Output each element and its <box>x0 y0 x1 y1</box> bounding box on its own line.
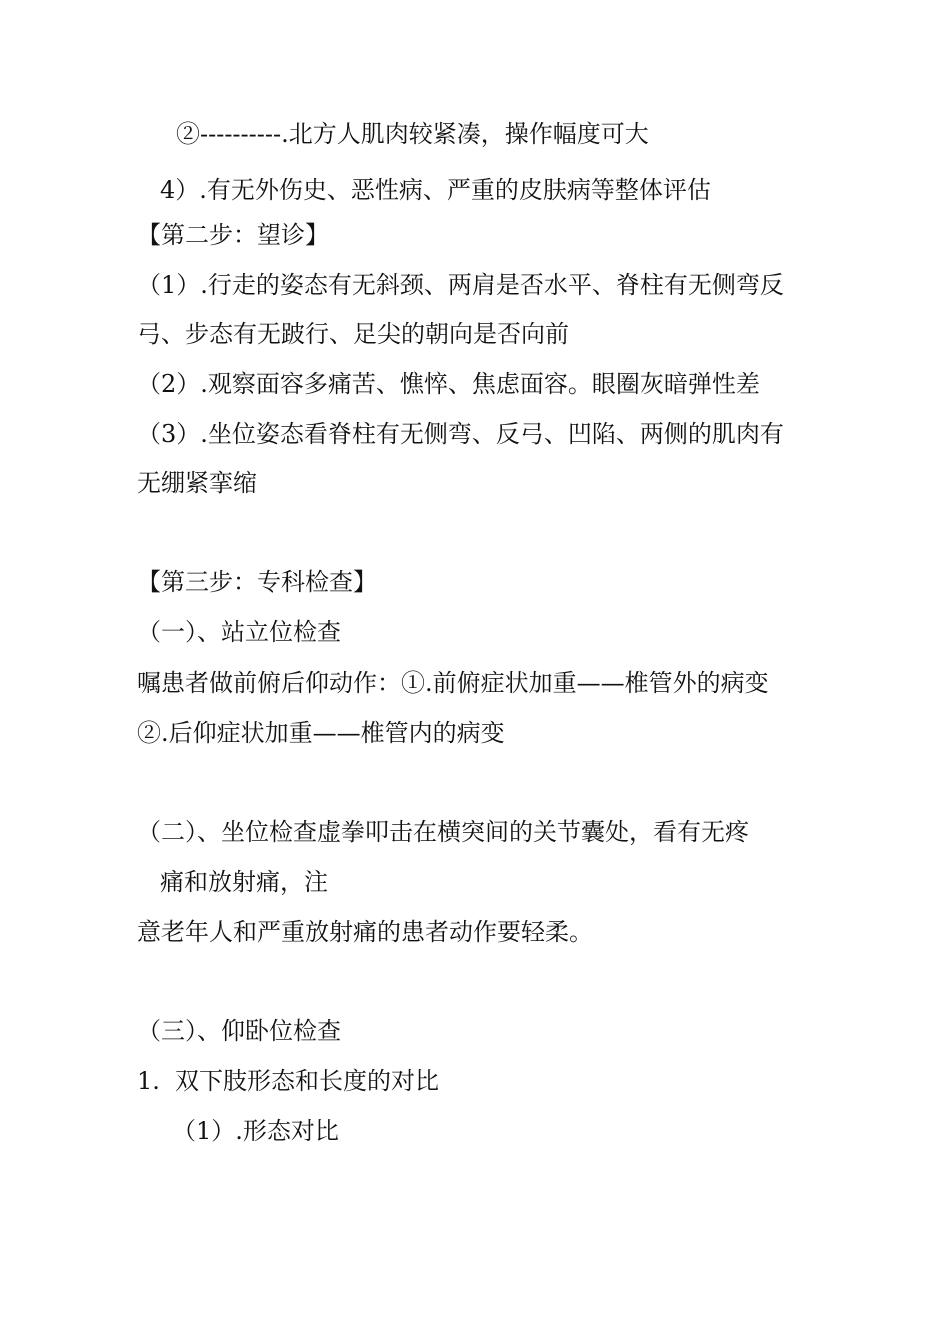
text-line-inspection-3a: （3）.坐位姿态看脊柱有无侧弯、反弓、凹陷、两侧的肌肉有 <box>137 420 784 448</box>
subheading-standing-exam: （一）、站立位检查 <box>137 618 341 646</box>
list-item-1 <box>137 1066 439 1096</box>
text-line-item-4: 4）.有无外伤史、恶性病、严重的皮肤病等整体评估 <box>160 176 711 204</box>
text-line-note-2: ②----------.北方人肌肉较紧凑，操作幅度可大 <box>176 120 649 148</box>
section-heading-inspection: 【第二步：望诊】 <box>137 221 329 249</box>
text-line-sitting-2: 痛和放射痛，注 <box>160 868 328 896</box>
text-line-sitting-3: 意老年人和严重放射痛的患者动作要轻柔。 <box>137 918 593 946</box>
list-item-text: 双下肢形态和长度的对比 <box>175 1067 439 1095</box>
text-line-standing-2: ②.后仰症状加重——椎管内的病变 <box>137 719 505 747</box>
section-heading-special-exam: 【第三步：专科检查】 <box>137 568 377 596</box>
text-line-inspection-1b: 弓、步态有无跛行、足尖的朝向是否向前 <box>137 320 569 348</box>
text-line-inspection-2: （2）.观察面容多痛苦、憔悴、焦虑面容。眼圈灰暗弹性差 <box>137 370 760 398</box>
subheading-supine-exam: （三）、仰卧位检查 <box>137 1017 341 1045</box>
text-line-standing-1: 嘱患者做前俯后仰动作：①.前俯症状加重——椎管外的病变 <box>137 669 769 697</box>
text-line-shape-compare: （1）.形态对比 <box>172 1117 339 1145</box>
text-line-inspection-3b: 无绷紧挛缩 <box>137 469 257 497</box>
subheading-sitting-exam: （二）、坐位检查虚拳叩击在横突间的关节囊处，看有无疼 <box>137 818 749 846</box>
text-line-inspection-1a: （1）.行走的姿态有无斜颈、两肩是否水平、脊柱有无侧弯反 <box>137 271 784 299</box>
list-number: 1. <box>137 1067 160 1095</box>
